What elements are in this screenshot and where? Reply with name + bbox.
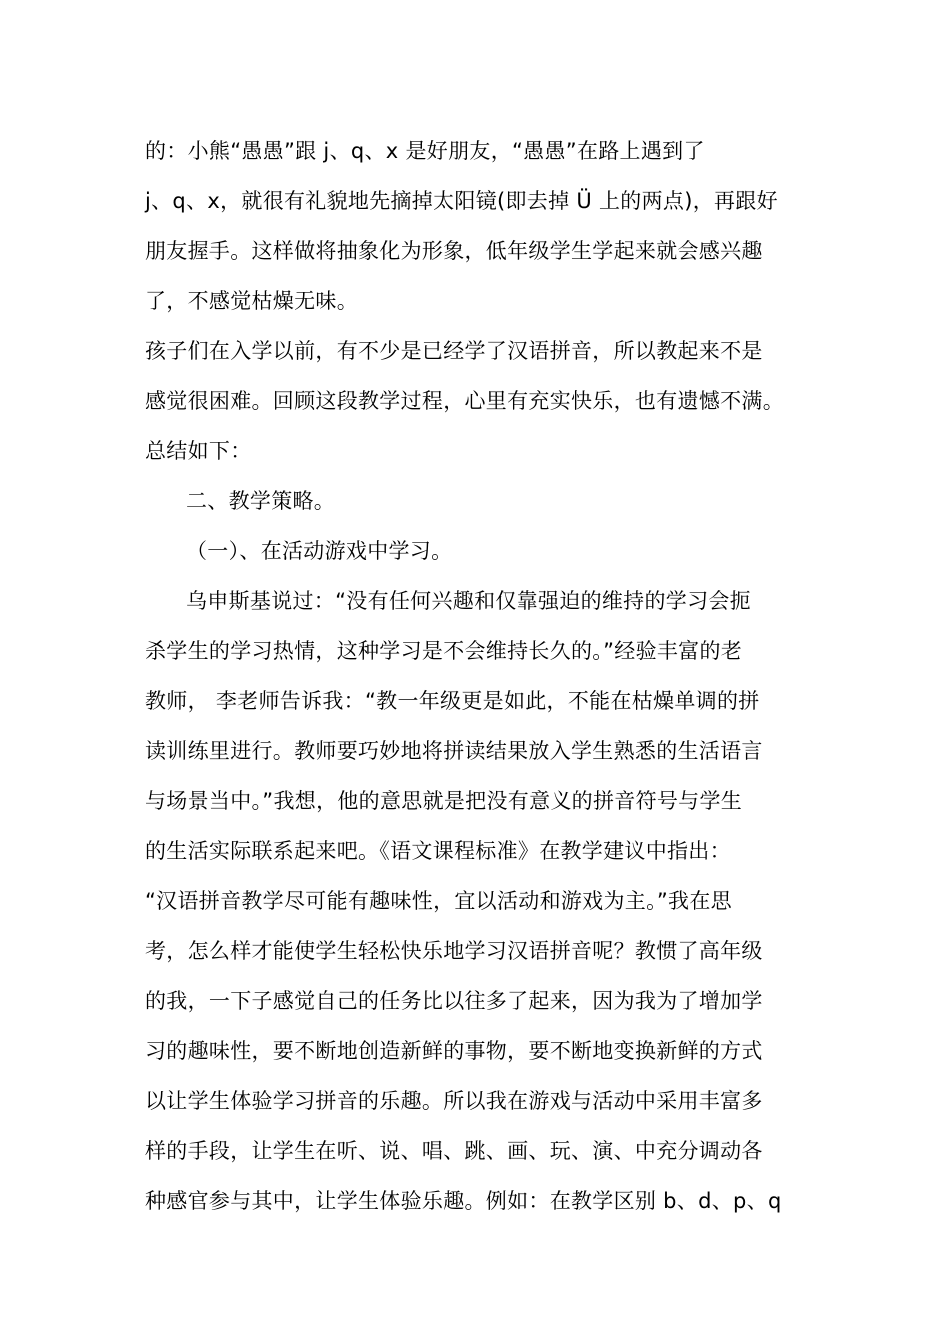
text-line: 乌申斯基说过：“没有任何兴趣和仅靠强迫的维持的学习会扼 [186,589,751,613]
section-heading: 二、教学策略。 [186,489,336,513]
text-line: 种感官参与其中，让学生体验乐趣。例如：在教学区别 b、d、p、q [145,1189,782,1213]
text-line: 总结如下： [145,439,252,463]
subsection-heading: （一）、在活动游戏中学习。 [186,539,453,563]
text-line: 读训练里进行。教师要巧妙地将拼读结果放入学生熟悉的生活语言 [145,739,763,763]
text-line: 感觉很困难。回顾这段教学过程，心里有充实快乐，也有遗憾不满。 [145,389,784,413]
text-line: 的：小熊“愚愚”跟 j、q、x 是好朋友，“愚愚”在路上遇到了 [145,139,705,163]
text-line: 习的趣味性，要不断地创造新鲜的事物，要不断地变换新鲜的方式 [145,1039,763,1063]
text-line: 的生活实际联系起来吧。《语文课程标准》在教学建议中指出： [145,839,731,863]
text-line: 样的手段，让学生在听、说、唱、跳、画、玩、演、中充分调动各 [145,1139,763,1163]
text-line: 教师， 李老师告诉我：“教一年级更是如此，不能在枯燥单调的拼 [145,689,760,713]
text-line: 朋友握手。这样做将抽象化为形象，低年级学生学起来就会感兴趣 [145,239,763,263]
text-line: 杀学生的学习热情，这种学习是不会维持长久的。”经验丰富的老 [145,639,743,663]
text-line: 与场景当中。”我想，他的意思就是把没有意义的拼音符号与学生 [145,789,743,813]
text-line: j、q、x，就很有礼貌地先摘掉太阳镜(即去掉 Ü 上的两点)，再跟好 [145,189,778,213]
text-line: “汉语拼音教学尽可能有趣味性，宜以活动和游戏为主。”我在思 [145,889,732,913]
text-line: 孩子们在入学以前，有不少是已经学了汉语拼音，所以教起来不是 [145,339,763,363]
text-line: 的我，一下子感觉自己的任务比以往多了起来，因为我为了增加学 [145,989,763,1013]
text-line: 了，不感觉枯燥无味。 [145,289,358,313]
text-line: 考，怎么样才能使学生轻松快乐地学习汉语拼音呢？教惯了高年级 [145,939,763,963]
text-line: 以让学生体验学习拼音的乐趣。所以我在游戏与活动中采用丰富多 [145,1089,763,1113]
